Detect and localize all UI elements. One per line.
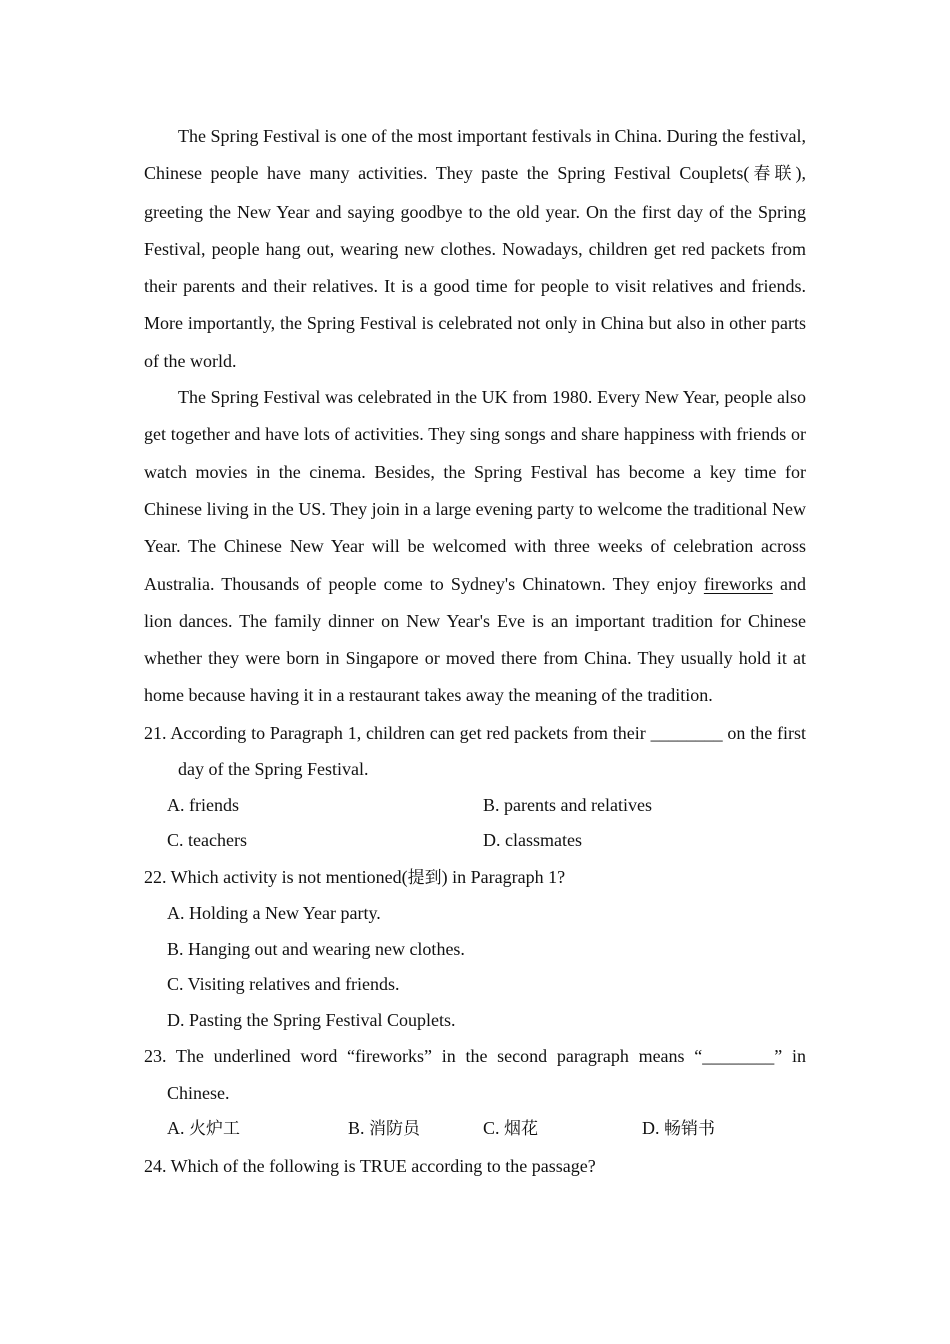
question-22-stem-cjk: 提到 xyxy=(407,867,442,888)
question-23 xyxy=(144,1038,806,1148)
question-21-options xyxy=(144,788,806,859)
question-23-options xyxy=(144,1111,806,1148)
passage-paragraph-1 xyxy=(144,118,806,380)
question-23-option-b[interactable] xyxy=(348,1111,483,1148)
question-23-option-c-letter: C. xyxy=(483,1118,505,1139)
paragraph-1-text-b: ), greeting the New Year and saying goodbye to the old year. On the first day of the Spring Festival, people hang out, wearing new clothes. Nowadays, children get red packets from their parents and their relatives. It is a good time for people to visit relatives and friends. More importantly, the Spring Festival is celebrated not only in China but also in other parts of the world. xyxy=(144,163,806,371)
question-22-option-c[interactable]: C. Visiting relatives and friends. xyxy=(167,974,400,995)
question-23-option-a[interactable] xyxy=(167,1111,348,1148)
question-21-option-b[interactable]: B. parents and relatives xyxy=(483,794,652,815)
question-23-stem: 23. The underlined word “fireworks” in the second paragraph means “________” in Chinese. xyxy=(144,1046,806,1103)
question-24 xyxy=(144,1148,806,1185)
question-21-option-d[interactable]: D. classmates xyxy=(483,830,582,851)
question-23-option-d-letter: D. xyxy=(642,1118,664,1139)
question-21-stem: 21. According to Paragraph 1, children can get red packets from their ________ on the first day of the Spring Festival. xyxy=(144,722,806,780)
question-23-option-d[interactable] xyxy=(642,1111,762,1148)
paragraph-2-text-a: The Spring Festival was celebrated in the UK from 1980. Every New Year, people also get together and have lots of activities. They sing songs and share happiness with friends or watch movies in the cinema. Besides, the Spring Festival has become a key time for Chinese living in the US. They join in a large evening party to welcome the traditional New Year. The Chinese New Year will be welcomed with three weeks of celebration across Australia. Thousands of people come to Sydney's Chinatown. They enjoy xyxy=(144,387,806,594)
question-21 xyxy=(144,715,806,859)
question-23-option-a-letter: A. xyxy=(167,1118,189,1139)
question-23-option-b-letter: B. xyxy=(348,1118,370,1139)
question-23-option-c-text: 烟花 xyxy=(504,1119,539,1140)
document-page xyxy=(144,118,806,1184)
question-24-stem: 24. Which of the following is TRUE according to the passage? xyxy=(144,1155,596,1176)
question-22-option-d[interactable]: D. Pasting the Spring Festival Couplets. xyxy=(167,1009,456,1030)
paragraph-1-text-a: The Spring Festival is one of the most important festivals in China. During the festival, Chinese people have many activities. They paste the Spring Festival Couplets( xyxy=(144,126,806,184)
question-22-stem-a: 22. Which activity is not mentioned( xyxy=(144,866,408,887)
question-22-stem-b: ) in Paragraph 1? xyxy=(441,866,566,887)
paragraph-2-text-b: and lion dances. The family dinner on New Year's Eve is an important tradition for Chinese whether they were born in Singapore or moved there from China. They usually hold it at home because having it in a restaurant takes away the meaning of the tradition. xyxy=(144,573,806,706)
question-22 xyxy=(144,859,806,1039)
underlined-word-fireworks: fireworks xyxy=(703,573,773,594)
passage-paragraph-2 xyxy=(144,379,806,715)
paragraph-1-cjk-term: 春联 xyxy=(749,164,796,185)
question-21-option-c[interactable]: C. teachers xyxy=(167,830,247,851)
question-23-option-b-text: 消防员 xyxy=(369,1119,421,1140)
question-23-option-a-text: 火炉工 xyxy=(189,1119,240,1140)
question-23-option-c[interactable] xyxy=(483,1111,642,1148)
question-21-option-a[interactable]: A. friends xyxy=(167,794,239,815)
question-22-option-a[interactable]: A. Holding a New Year party. xyxy=(167,903,381,924)
question-23-option-d-text: 畅销书 xyxy=(664,1119,715,1140)
question-22-option-b[interactable]: B. Hanging out and wearing new clothes. xyxy=(167,938,465,959)
question-22-stem xyxy=(144,859,806,897)
